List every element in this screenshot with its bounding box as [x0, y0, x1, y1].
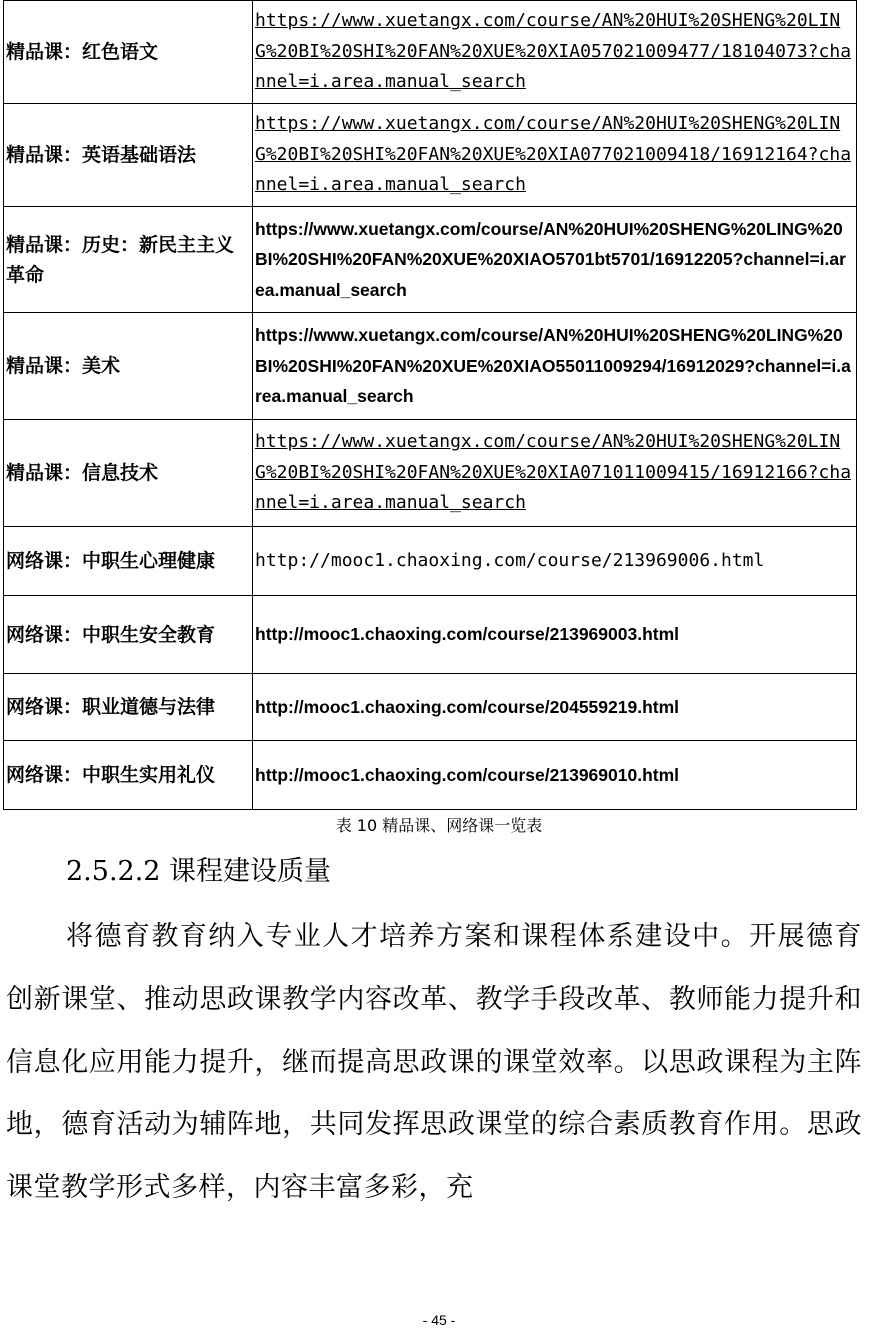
course-name: 网络课：职业道德与法律 [4, 674, 253, 741]
course-name: 精品课：历史：新民主主义革命 [4, 207, 253, 313]
course-name: 网络课：中职生心理健康 [4, 527, 253, 596]
table-row [4, 527, 857, 596]
course-link[interactable]: https://www.xuetangx.com/course/AN%20HUI%20SHENG%20LING%20BI%20SHI%20FAN%20XUE%20XIA057021009477/18104073?channel=i.area.manual_search [253, 1, 857, 104]
section-heading: 2.5.2.2 课程建设质量 [66, 856, 332, 887]
course-name: 网络课：中职生安全教育 [4, 596, 253, 674]
table-row [4, 1, 857, 104]
course-link[interactable]: http://mooc1.chaoxing.com/course/204559219.html [253, 674, 857, 741]
course-name: 精品课：信息技术 [4, 420, 253, 527]
course-link[interactable]: https://www.xuetangx.com/course/AN%20HUI%20SHENG%20LING%20BI%20SHI%20FAN%20XUE%20XIAO5701bt5701/16912205?channel=i.area.manual_search [253, 207, 857, 313]
table-row [4, 207, 857, 313]
table-row [4, 420, 857, 527]
table-row [4, 741, 857, 810]
table-row [4, 313, 857, 420]
course-name: 精品课：红色语文 [4, 1, 253, 104]
course-name: 网络课：中职生实用礼仪 [4, 741, 253, 810]
table-row [4, 596, 857, 674]
course-link[interactable]: https://www.xuetangx.com/course/AN%20HUI%20SHENG%20LING%20BI%20SHI%20FAN%20XUE%20XIAO55011009294/16912029?channel=i.area.manual_search [253, 313, 857, 420]
course-link[interactable]: http://mooc1.chaoxing.com/course/213969006.html [253, 527, 857, 596]
course-name: 精品课：美术 [4, 313, 253, 420]
table-row [4, 674, 857, 741]
course-table [3, 0, 857, 810]
table-caption: 表 10 精品课、网络课一览表 [335, 816, 543, 835]
course-name: 精品课：英语基础语法 [4, 104, 253, 207]
course-link[interactable]: https://www.xuetangx.com/course/AN%20HUI%20SHENG%20LING%20BI%20SHI%20FAN%20XUE%20XIA071011009415/16912166?channel=i.area.manual_search [253, 420, 857, 527]
course-link[interactable]: https://www.xuetangx.com/course/AN%20HUI%20SHENG%20LING%20BI%20SHI%20FAN%20XUE%20XIA077021009418/16912164?channel=i.area.manual_search [253, 104, 857, 207]
table-row [4, 104, 857, 207]
course-link[interactable]: http://mooc1.chaoxing.com/course/213969010.html [253, 741, 857, 810]
page-number: - 45 - [422, 1312, 456, 1328]
body-paragraph: 将德育教育纳入专业人才培养方案和课程体系建设中。开展德育创新课堂、推动思政课教学内容改革、教学手段改革、教师能力提升和信息化应用能力提升，继而提高思政课的课堂效率。以思政课程为主阵地，德育活动为辅阵地，共同发挥思政课堂的综合素质教育作用。思政课堂教学形式多样，内容丰富多彩，充 [6, 921, 862, 1204]
course-link[interactable]: http://mooc1.chaoxing.com/course/213969003.html [253, 596, 857, 674]
